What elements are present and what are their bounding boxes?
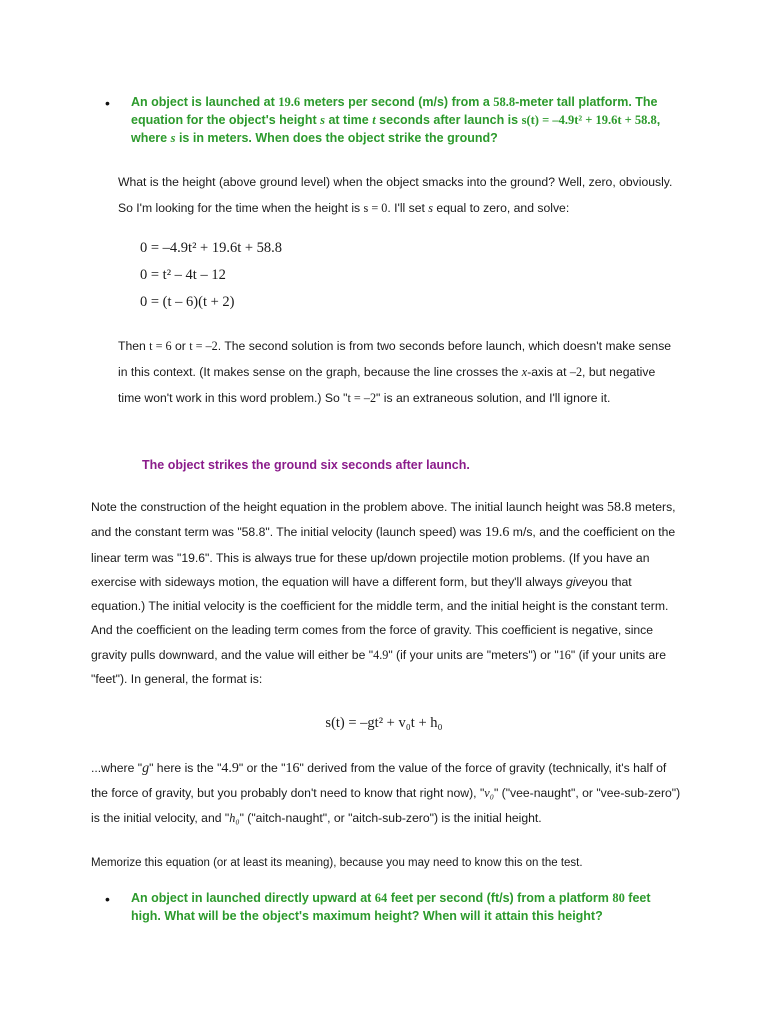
- question-1-variable: s: [320, 113, 325, 127]
- paragraph-text: " ("aitch-naught", or "aitch-sub-zero") is the initial height.: [239, 810, 542, 825]
- memorize-note: Memorize this equation (or at least its meaning), because you may need to know this on the test.: [91, 857, 583, 869]
- question-1-equation: s(t) = –4.9t² + 19.6t + 58.8: [521, 113, 657, 127]
- question-1-text: seconds after launch is: [375, 113, 522, 127]
- inline-number: 4.9: [221, 761, 239, 776]
- paragraph-text: . I'll set: [387, 201, 429, 215]
- question-1: [131, 93, 676, 147]
- question-1-variable: t: [372, 113, 376, 127]
- question-1-text: at time: [324, 113, 373, 127]
- inline-equation: t = –2: [347, 391, 377, 405]
- solution-paragraph-1: [118, 169, 678, 221]
- paragraph-text: Note the construction of the height equation in the problem above. The initial launch height was: [91, 500, 608, 514]
- inline-number: 19.6: [484, 525, 510, 541]
- explanation-paragraph: [91, 495, 683, 691]
- question-1-value: 58.8: [493, 95, 516, 109]
- paragraph-text: ...where ": [91, 761, 143, 775]
- general-formula: s(t) = –gt² + v₀t + h₀: [325, 715, 443, 731]
- inline-equation: s = 0: [363, 201, 388, 215]
- question-2-text: An object in launched directly upward at: [131, 891, 375, 905]
- paragraph-text: " or the ": [238, 761, 286, 775]
- inline-variable: g: [142, 761, 150, 776]
- question-2-text: feet high. What will be the object's maximum height? When will it attain this height?: [131, 891, 651, 923]
- inline-equation: t = –2: [189, 339, 218, 353]
- paragraph-text: " derived from the value of the force of gravity (technically, it's half of the force of gravity, but you probably don't need to know that right now), ": [91, 761, 667, 801]
- inline-variable: v₀: [484, 786, 494, 801]
- question-2-value: 64: [374, 891, 388, 905]
- equation-line-1: 0 = –4.9t² + 19.6t + 58.8: [140, 240, 283, 256]
- paragraph-text: you that equation.) The initial velocity is the coefficient for the middle term, and the initial height is the constant term. And the coefficient on the leading term comes from the force of gravity. This coefficient is negative, since gravity pulls downward, and the value will either be ": [91, 574, 669, 662]
- paragraph-text: " ("vee-naught", or "vee-sub-zero") is the initial velocity, and ": [91, 786, 681, 825]
- paragraph-text: " (if your units are "feet"). In general, the format is:: [91, 647, 666, 687]
- question-1-text: , where: [131, 113, 661, 145]
- formula-explanation: [91, 756, 683, 830]
- paragraph-text: m/s, and the coefficient on the linear term was "19.6". This is always true for these up/down projectile motion problems. (If you have an exercise with sideways motion, the equation will have a different form, but they'll always: [91, 525, 676, 589]
- question-1-text: is in meters. When does the object strike the ground?: [175, 131, 498, 145]
- solution-paragraph-2: [118, 333, 678, 411]
- paragraph-text: " (if your units are "meters") or ": [388, 647, 559, 662]
- question-2-text: feet per second (ft/s) from a platform: [387, 891, 613, 905]
- paragraph-text: -axis at: [527, 365, 570, 379]
- inline-number: 4.9: [373, 647, 389, 662]
- emphasis-text: give: [565, 574, 589, 589]
- inline-number: 16: [285, 761, 300, 776]
- paragraph-text: meters, and the constant term was "58.8". The initial velocity (launch speed) was: [91, 500, 676, 540]
- inline-variable: x: [521, 365, 528, 379]
- inline-number: –2: [569, 365, 583, 379]
- paragraph-text: What is the height (above ground level) when the object smacks into the ground? Well, zero, obviously. So I'm looking for the time when the height is: [118, 175, 673, 215]
- bullet-1: •: [105, 95, 110, 111]
- inline-equation: t = 6: [149, 339, 172, 353]
- question-2-value: 80: [612, 891, 625, 905]
- inline-variable: h₀: [229, 810, 240, 825]
- question-1-variable: s: [170, 131, 176, 145]
- bullet-2: •: [105, 891, 110, 907]
- question-1-text: -meter tall platform. The equation for the object's height: [131, 95, 658, 127]
- inline-number: 58.8: [607, 500, 632, 515]
- inline-variable: s: [428, 201, 434, 215]
- equation-line-2: 0 = t² – 4t – 12: [140, 267, 226, 283]
- question-2: [131, 889, 676, 925]
- equation-block: [140, 235, 282, 316]
- answer-statement: The object strikes the ground six seconds after launch.: [142, 458, 470, 472]
- paragraph-text: " here is the ": [149, 761, 222, 775]
- equation-line-3: 0 = (t – 6)(t + 2): [140, 294, 235, 310]
- question-1-text: meters per second (m/s) from a: [300, 95, 494, 109]
- paragraph-text: Then: [118, 339, 150, 353]
- question-1-value: 19.6: [278, 95, 301, 109]
- paragraph-text: " is an extraneous solution, and I'll ignore it.: [376, 391, 611, 405]
- inline-number: 16: [558, 647, 571, 662]
- paragraph-text: , but negative time won't work in this word problem.) So ": [118, 365, 656, 405]
- paragraph-text: or: [171, 339, 190, 353]
- paragraph-text: . The second solution is from two seconds before launch, which doesn't make sense in this context. (It makes sense on the graph, because the line crosses the: [118, 339, 672, 379]
- question-1-text: An object is launched at: [131, 95, 279, 109]
- paragraph-text: equal to zero, and solve:: [433, 201, 570, 215]
